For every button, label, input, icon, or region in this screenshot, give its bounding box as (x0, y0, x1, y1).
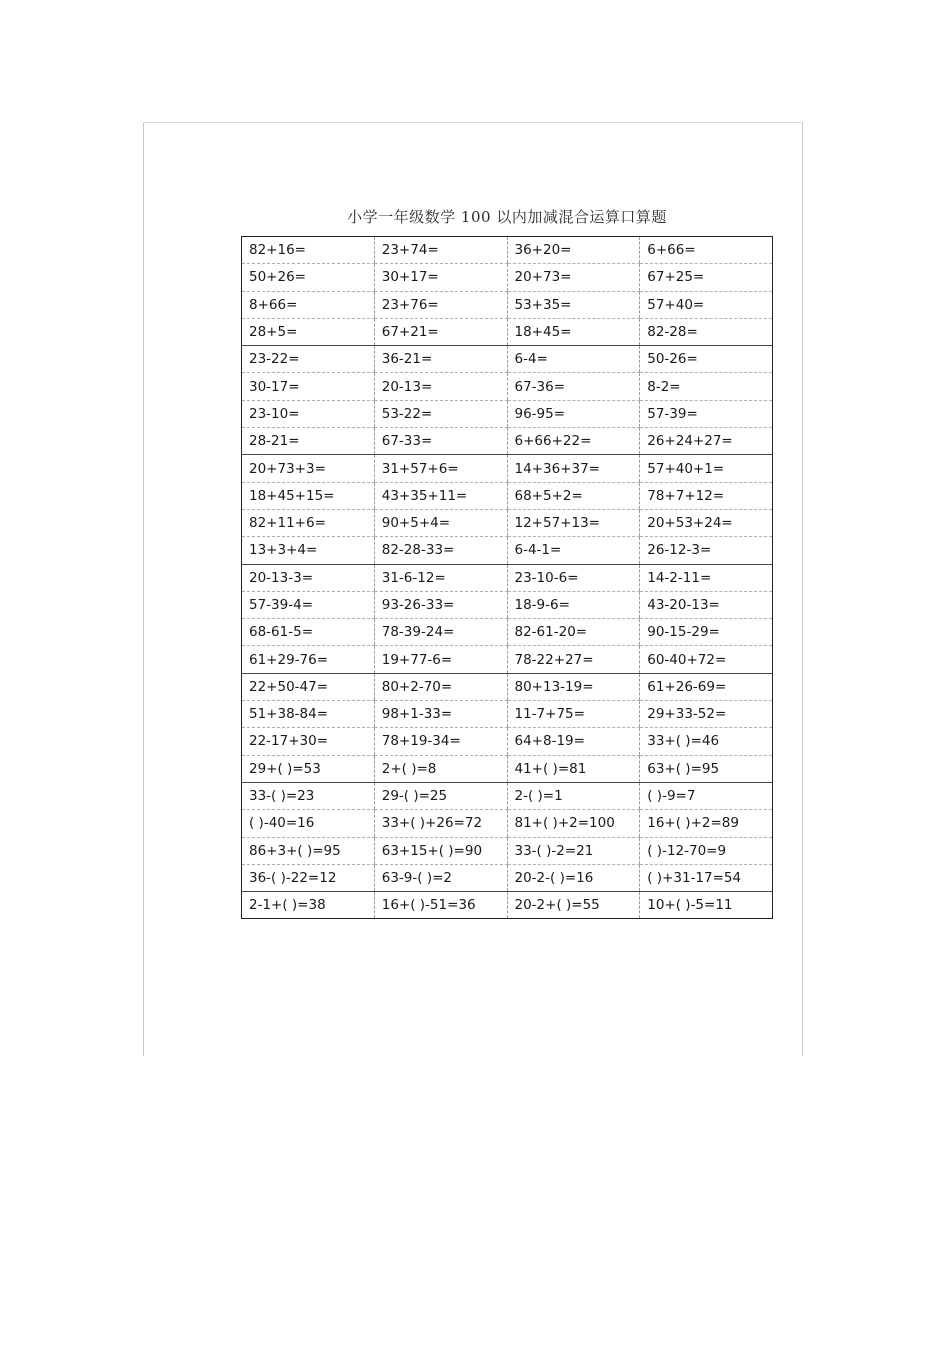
problem-cell: 31-6-12= (374, 564, 507, 591)
table-row (242, 619, 773, 646)
problem-cell: 82+11+6= (242, 509, 375, 536)
problem-cell: 90+5+4= (374, 509, 507, 536)
problem-cell: 22-17+30= (242, 728, 375, 755)
problem-cell: 2-( )=1 (507, 782, 640, 809)
problem-cell: 20+73= (507, 264, 640, 291)
table-row (242, 237, 773, 264)
problem-cell: 57-39-4= (242, 591, 375, 618)
problem-cell: 78+7+12= (640, 482, 773, 509)
problem-cell: 57+40= (640, 291, 773, 318)
problem-cell: 63+15+( )=90 (374, 837, 507, 864)
problem-cell: 50-26= (640, 346, 773, 373)
problem-cell: 8+66= (242, 291, 375, 318)
problem-cell: 78-22+27= (507, 646, 640, 673)
problem-cell: 23-10-6= (507, 564, 640, 591)
problem-cell: 14-2-11= (640, 564, 773, 591)
table-row (242, 646, 773, 673)
problem-cell: 6+66+22= (507, 428, 640, 455)
problem-cell: 23+76= (374, 291, 507, 318)
problem-cell: 13+3+4= (242, 537, 375, 564)
table-row (242, 701, 773, 728)
problem-cell: 23-22= (242, 346, 375, 373)
problem-cell: 18+45+15= (242, 482, 375, 509)
problem-cell: 29+( )=53 (242, 755, 375, 782)
problem-cell: 31+57+6= (374, 455, 507, 482)
problem-cell: 98+1-33= (374, 701, 507, 728)
problem-cell: 20-2+( )=55 (507, 892, 640, 919)
problem-cell: 2+( )=8 (374, 755, 507, 782)
problem-cell: 53+35= (507, 291, 640, 318)
problem-cell: 68-61-5= (242, 619, 375, 646)
problem-cell: 20+73+3= (242, 455, 375, 482)
table-row (242, 782, 773, 809)
problem-cell: ( )-9=7 (640, 782, 773, 809)
table-row (242, 591, 773, 618)
problem-cell: 14+36+37= (507, 455, 640, 482)
problem-cell: 67-36= (507, 373, 640, 400)
problem-cell: 20-2-( )=16 (507, 864, 640, 891)
problem-cell: 12+57+13= (507, 509, 640, 536)
table-row (242, 264, 773, 291)
problem-cell: 26+24+27= (640, 428, 773, 455)
problem-cell: 82-28-33= (374, 537, 507, 564)
problem-cell: 6-4-1= (507, 537, 640, 564)
problem-cell: 33+( )+26=72 (374, 810, 507, 837)
problem-cell: 30+17= (374, 264, 507, 291)
problem-cell: 23+74= (374, 237, 507, 264)
worksheet-title: 小学一年级数学 100 以内加减混合运算口算题 (347, 208, 667, 226)
problem-cell: 63-9-( )=2 (374, 864, 507, 891)
problem-cell: 10+( )-5=11 (640, 892, 773, 919)
problem-cell: 41+( )=81 (507, 755, 640, 782)
problem-cell: 18-9-6= (507, 591, 640, 618)
problem-cell: 20-13= (374, 373, 507, 400)
table-row (242, 564, 773, 591)
problem-cell: 81+( )+2=100 (507, 810, 640, 837)
problem-cell: ( )-12-70=9 (640, 837, 773, 864)
table-row (242, 455, 773, 482)
problem-cell: 80+2-70= (374, 673, 507, 700)
problem-cell: 60-40+72= (640, 646, 773, 673)
problem-cell: 33-( )-2=21 (507, 837, 640, 864)
problem-cell: 2-1+( )=38 (242, 892, 375, 919)
problem-cell: ( )-40=16 (242, 810, 375, 837)
problem-cell: 82-61-20= (507, 619, 640, 646)
problem-cell: 86+3+( )=95 (242, 837, 375, 864)
problem-cell: 20-13-3= (242, 564, 375, 591)
problem-cell: 67+25= (640, 264, 773, 291)
problem-cell: 30-17= (242, 373, 375, 400)
problem-cell: 90-15-29= (640, 619, 773, 646)
table-row (242, 837, 773, 864)
problem-cell: 6+66= (640, 237, 773, 264)
problem-cell: 29+33-52= (640, 701, 773, 728)
problem-cell: 18+45= (507, 318, 640, 345)
problem-cell: 80+13-19= (507, 673, 640, 700)
problem-cell: 93-26-33= (374, 591, 507, 618)
problem-cell: 61+29-76= (242, 646, 375, 673)
problem-cell: 36-( )-22=12 (242, 864, 375, 891)
problem-cell: 28-21= (242, 428, 375, 455)
problem-cell: 16+( )+2=89 (640, 810, 773, 837)
problem-cell: 19+77-6= (374, 646, 507, 673)
problem-cell: 82+16= (242, 237, 375, 264)
problem-cell: 23-10= (242, 400, 375, 427)
table-row (242, 537, 773, 564)
table-row (242, 728, 773, 755)
table-row (242, 318, 773, 345)
problem-cell: 61+26-69= (640, 673, 773, 700)
table-row (242, 673, 773, 700)
problem-cell: 67+21= (374, 318, 507, 345)
problem-cell: 53-22= (374, 400, 507, 427)
table-row (242, 509, 773, 536)
table-row (242, 346, 773, 373)
problem-cell: ( )+31-17=54 (640, 864, 773, 891)
problem-cell: 11-7+75= (507, 701, 640, 728)
table-row (242, 892, 773, 919)
problem-cell: 22+50-47= (242, 673, 375, 700)
problem-cell: 43-20-13= (640, 591, 773, 618)
table-row (242, 864, 773, 891)
problem-cell: 16+( )-51=36 (374, 892, 507, 919)
problem-cell: 8-2= (640, 373, 773, 400)
problem-cell: 33-( )=23 (242, 782, 375, 809)
arithmetic-table (241, 236, 773, 919)
problem-cell: 29-( )=25 (374, 782, 507, 809)
problem-cell: 78+19-34= (374, 728, 507, 755)
problem-cell: 20+53+24= (640, 509, 773, 536)
problem-cell: 57-39= (640, 400, 773, 427)
problem-cell: 51+38-84= (242, 701, 375, 728)
table-row (242, 810, 773, 837)
problem-cell: 6-4= (507, 346, 640, 373)
problem-cell: 36+20= (507, 237, 640, 264)
table-row (242, 400, 773, 427)
problem-cell: 33+( )=46 (640, 728, 773, 755)
problem-cell: 57+40+1= (640, 455, 773, 482)
problem-cell: 63+( )=95 (640, 755, 773, 782)
problem-cell: 82-28= (640, 318, 773, 345)
table-row (242, 482, 773, 509)
problem-cell: 78-39-24= (374, 619, 507, 646)
table-row (242, 291, 773, 318)
problem-cell: 96-95= (507, 400, 640, 427)
problem-cell: 43+35+11= (374, 482, 507, 509)
problem-cell: 68+5+2= (507, 482, 640, 509)
problem-cell: 26-12-3= (640, 537, 773, 564)
table-row (242, 428, 773, 455)
problem-cell: 67-33= (374, 428, 507, 455)
problem-cell: 28+5= (242, 318, 375, 345)
table-row (242, 373, 773, 400)
table-row (242, 755, 773, 782)
problem-cell: 64+8-19= (507, 728, 640, 755)
problem-cell: 50+26= (242, 264, 375, 291)
problem-cell: 36-21= (374, 346, 507, 373)
